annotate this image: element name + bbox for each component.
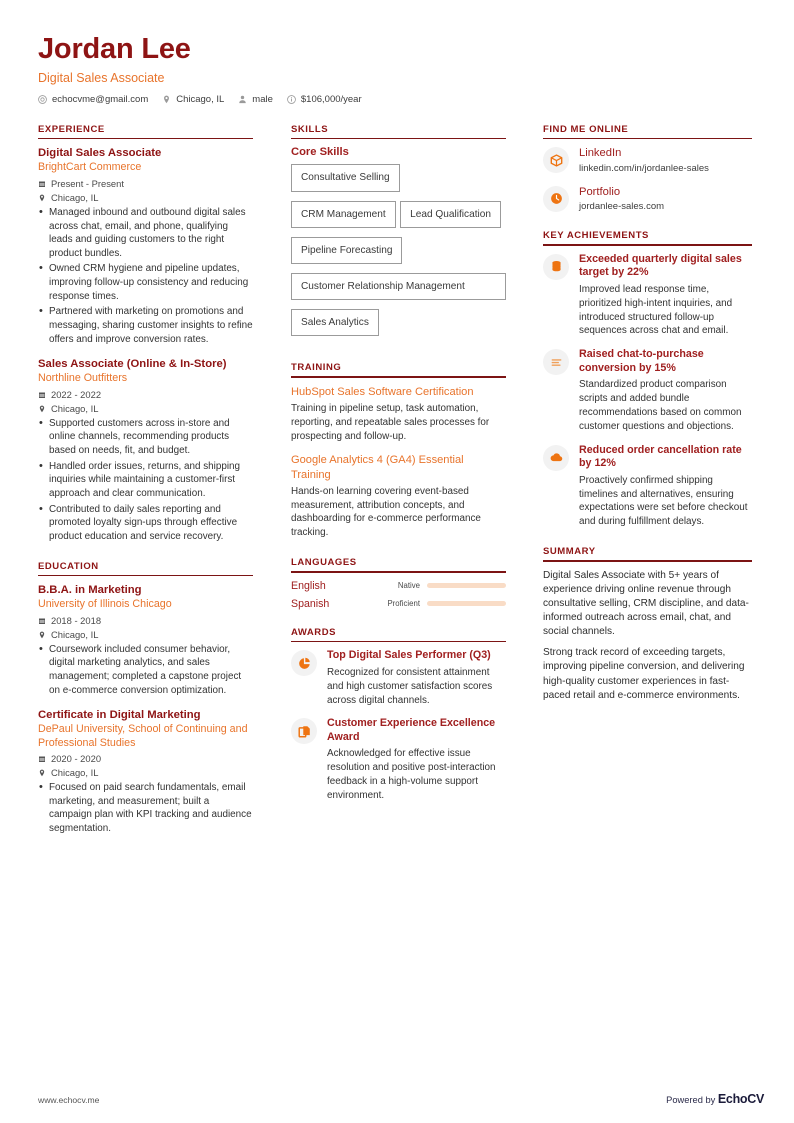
- footer-powered-by-label: Powered by: [666, 1095, 716, 1105]
- online-link-body: [579, 185, 752, 213]
- section-divider: [291, 138, 506, 140]
- achievement-description: Improved lead response time, prioritized high-intent inquiries, and introduced structured follow-up sequences across chat and email.: [579, 283, 733, 337]
- section-title-education: EDUCATION: [38, 560, 99, 572]
- section-divider: [291, 571, 506, 573]
- info-icon: [287, 95, 296, 104]
- location-pin-icon: [38, 193, 46, 202]
- calendar-icon: [38, 616, 46, 625]
- experience-location: Chicago, IL: [51, 402, 99, 414]
- education-location: Chicago, IL: [51, 767, 99, 779]
- achievement-item: [543, 444, 752, 529]
- education-dates: 2020 - 2020: [51, 753, 102, 765]
- experience-company: Northline Outfitters: [38, 372, 128, 385]
- section-awards: [291, 627, 506, 803]
- calendar-icon: [38, 179, 46, 188]
- section-title-key-achievements: KEY ACHIEVEMENTS: [543, 230, 649, 242]
- language-row: [291, 580, 506, 592]
- award-body: [327, 717, 506, 802]
- award-name: Top Digital Sales Performer (Q3): [327, 649, 491, 662]
- bullet-item: • Contributed to daily sales reporting and promoted loyalty sign-ups through effective product education and service recovery.: [38, 503, 253, 544]
- education-location-row: [38, 767, 253, 778]
- achievement-item: [543, 348, 752, 433]
- summary-paragraph: Strong track record of exceeding targets, improving pipeline conversion, and delivering high-quality customer experiences in fast-paced retail and e-commerce environments.: [543, 647, 745, 701]
- training-item: [291, 385, 506, 444]
- section-find-me-online: [543, 124, 752, 213]
- text-lines-icon: [543, 349, 569, 375]
- language-level: Proficient: [387, 599, 420, 609]
- experience-entry: [38, 146, 253, 346]
- experience-company: BrightCart Commerce: [38, 161, 142, 174]
- skills-subtitle: Core Skills: [291, 146, 349, 159]
- experience-entry: [38, 357, 253, 543]
- achievement-name: Exceeded quarterly digital sales target by 22%: [579, 252, 742, 279]
- achievement-body: [579, 348, 752, 433]
- education-entry: [38, 583, 253, 697]
- footer-website[interactable]: www.echocv.me: [38, 1095, 100, 1105]
- language-name: Spanish: [291, 597, 330, 610]
- online-link-item[interactable]: [543, 185, 752, 213]
- middle-column: [291, 124, 506, 853]
- skill-chip: Pipeline Forecasting: [291, 237, 402, 264]
- section-divider: [38, 138, 253, 140]
- award-description: Acknowledged for effective issue resolution and positive post-interaction feedback in a high-volume support environment.: [327, 748, 496, 801]
- education-degree: Certificate in Digital Marketing: [38, 709, 201, 722]
- section-training: [291, 362, 506, 540]
- section-divider: [543, 244, 752, 246]
- bullet-item: • Focused on paid search fundamentals, email marketing, and measurement; built a campaign plan with KPI tracking and audience segmentation.: [38, 781, 253, 836]
- training-description: Training in pipeline setup, task automation, reporting, and repeatable sales processes for prospecting and follow-up.: [291, 402, 490, 442]
- education-location-row: [38, 629, 253, 640]
- footer-powered-by: [666, 1092, 764, 1106]
- location-pin-icon: [38, 404, 46, 413]
- resume-header: [38, 34, 764, 105]
- copy-documents-icon: [291, 718, 317, 744]
- calendar-icon: [38, 390, 46, 399]
- experience-location-row: [38, 192, 253, 203]
- right-column: [543, 124, 752, 853]
- section-languages: [291, 557, 506, 610]
- achievement-name: Raised chat-to-purchase conversion by 15%: [579, 348, 704, 374]
- contact-gender: [238, 94, 273, 105]
- section-title-skills: SKILLS: [291, 123, 329, 135]
- experience-role: Sales Associate (Online & In-Store): [38, 358, 227, 371]
- achievement-description: Proactively confirmed shipping timelines and alternatives, ensuring expectations were set before checkout and during fulfillment delays.: [579, 474, 748, 528]
- training-item: [291, 453, 506, 540]
- section-skills: [291, 124, 506, 345]
- footer-brand: EchoCV: [717, 1092, 764, 1106]
- location-pin-icon: [162, 95, 171, 104]
- education-entry: [38, 708, 253, 835]
- language-proficiency-bar: [427, 583, 506, 588]
- section-experience: [38, 124, 253, 544]
- contact-salary-value: $106,000/year: [300, 93, 362, 105]
- language-name: English: [291, 579, 326, 592]
- experience-bullets: [38, 206, 253, 347]
- education-bullets: [38, 781, 253, 836]
- page-footer: [38, 1092, 764, 1106]
- section-title-training: TRAINING: [291, 362, 342, 374]
- award-body: [327, 649, 506, 707]
- experience-location: Chicago, IL: [51, 191, 99, 203]
- skill-chip: Consultative Selling: [291, 164, 400, 191]
- achievement-item: [543, 253, 752, 338]
- award-description: Recognized for consistent attainment and high customer satisfaction scores across digital channels.: [327, 666, 493, 706]
- section-divider: [543, 138, 752, 140]
- bullet-item: • Coursework included consumer behavior, digital marketing analytics, and sales management; completed a capstone project on e-commerce conversion optimization.: [38, 643, 253, 698]
- award-item: [291, 649, 506, 707]
- achievement-name: Reduced order cancellation rate by 12%: [579, 443, 742, 470]
- resume-columns: [38, 124, 764, 853]
- database-stack-icon: [543, 254, 569, 280]
- education-degree: B.B.A. in Marketing: [38, 584, 142, 597]
- contact-gender-value: male: [252, 93, 273, 105]
- education-location: Chicago, IL: [51, 628, 99, 640]
- training-name: HubSpot Sales Software Certification: [291, 385, 474, 398]
- skill-chip: Lead Qualification: [400, 201, 501, 228]
- experience-dates-row: [38, 178, 253, 189]
- skill-chip: CRM Management: [291, 201, 396, 228]
- bullet-item: • Managed inbound and outbound digital sales across chat, email, and phone, qualifying leads and guiding customers to the right product bundles.: [38, 206, 253, 261]
- education-dates-row: [38, 753, 253, 764]
- section-divider: [38, 575, 253, 577]
- experience-dates: 2022 - 2022: [51, 388, 102, 400]
- skill-chip: Customer Relationship Management: [291, 273, 506, 300]
- award-item: [291, 717, 506, 802]
- cloud-icon: [543, 445, 569, 471]
- section-key-achievements: [543, 230, 752, 529]
- award-name: Customer Experience Excellence Award: [327, 717, 496, 743]
- summary-paragraph: Digital Sales Associate with 5+ years of experience driving online revenue through consultative selling, CRM discipline, and data-informed outreach across email, chat, and social channels.: [543, 569, 749, 638]
- section-divider: [291, 641, 506, 643]
- experience-bullets: [38, 417, 253, 544]
- experience-role: Digital Sales Associate: [38, 147, 162, 160]
- cube-box-icon: [543, 147, 569, 173]
- candidate-job-title: Digital Sales Associate: [38, 70, 165, 85]
- contact-location-value: Chicago, IL: [176, 93, 225, 105]
- contact-row: [38, 94, 764, 105]
- location-pin-icon: [38, 768, 46, 777]
- bullet-item: • Owned CRM hygiene and pipeline updates, improving follow-up consistency and reducing response times.: [38, 262, 253, 303]
- clock-icon: [543, 186, 569, 212]
- experience-location-row: [38, 403, 253, 414]
- language-level: Native: [397, 581, 420, 591]
- section-title-find-me-online: FIND ME ONLINE: [543, 123, 629, 135]
- section-title-experience: EXPERIENCE: [38, 123, 105, 135]
- online-link-item[interactable]: [543, 146, 752, 174]
- contact-location: [162, 94, 224, 105]
- bullet-item: • Handled order issues, returns, and shipping inquiries while maintaining a customer-first approach and clear communication.: [38, 460, 253, 501]
- section-title-awards: AWARDS: [291, 626, 336, 638]
- section-education: [38, 561, 253, 836]
- online-link-url[interactable]: jordanlee-sales.com: [579, 201, 665, 212]
- language-proficiency-bar: [427, 601, 506, 606]
- training-name: Google Analytics 4 (GA4) Essential Training: [291, 454, 464, 481]
- education-dates-row: [38, 615, 253, 626]
- section-divider: [543, 560, 752, 562]
- achievement-description: Standardized product comparison scripts and added bundle recommendations based on common customer questions and objections.: [579, 379, 742, 432]
- pie-chart-icon: [291, 650, 317, 676]
- contact-salary: [287, 94, 362, 105]
- online-link-url[interactable]: linkedin.com/in/jordanlee-sales: [579, 162, 709, 174]
- online-link-label[interactable]: LinkedIn: [579, 147, 622, 160]
- location-pin-icon: [38, 630, 46, 639]
- section-title-summary: SUMMARY: [543, 546, 596, 558]
- skill-chip: Sales Analytics: [291, 309, 379, 336]
- education-dates: 2018 - 2018: [51, 614, 102, 626]
- calendar-icon: [38, 754, 46, 763]
- contact-email: [38, 94, 148, 105]
- section-title-languages: LANGUAGES: [291, 557, 357, 569]
- bullet-item: • Partnered with marketing on promotions and messaging, sharing customer insights to refine offers and improve conversion rates.: [38, 305, 253, 346]
- online-link-body: [579, 146, 752, 174]
- experience-dates: Present - Present: [51, 177, 124, 189]
- left-column: [38, 124, 253, 853]
- person-icon: [238, 95, 247, 104]
- education-school: DePaul University, School of Continuing and Professional Studies: [38, 723, 248, 749]
- education-bullets: [38, 643, 253, 698]
- section-divider: [291, 376, 506, 378]
- email-icon: [38, 95, 47, 104]
- candidate-name: Jordan Lee: [38, 33, 191, 65]
- language-row: [291, 598, 506, 610]
- section-summary: [543, 546, 752, 703]
- bullet-item: • Supported customers across in-store and online channels, recommending products based on needs, fit, and budget.: [38, 417, 253, 458]
- achievement-body: [579, 444, 752, 529]
- achievement-body: [579, 253, 752, 338]
- online-link-label[interactable]: Portfolio: [579, 185, 621, 198]
- experience-dates-row: [38, 389, 253, 400]
- training-description: Hands-on learning covering event-based measurement, attribution concepts, and dashboarding for e-commerce performance tracking.: [291, 485, 481, 539]
- education-school: University of Illinois Chicago: [38, 598, 172, 611]
- contact-email-value: echocvme@gmail.com: [52, 93, 149, 105]
